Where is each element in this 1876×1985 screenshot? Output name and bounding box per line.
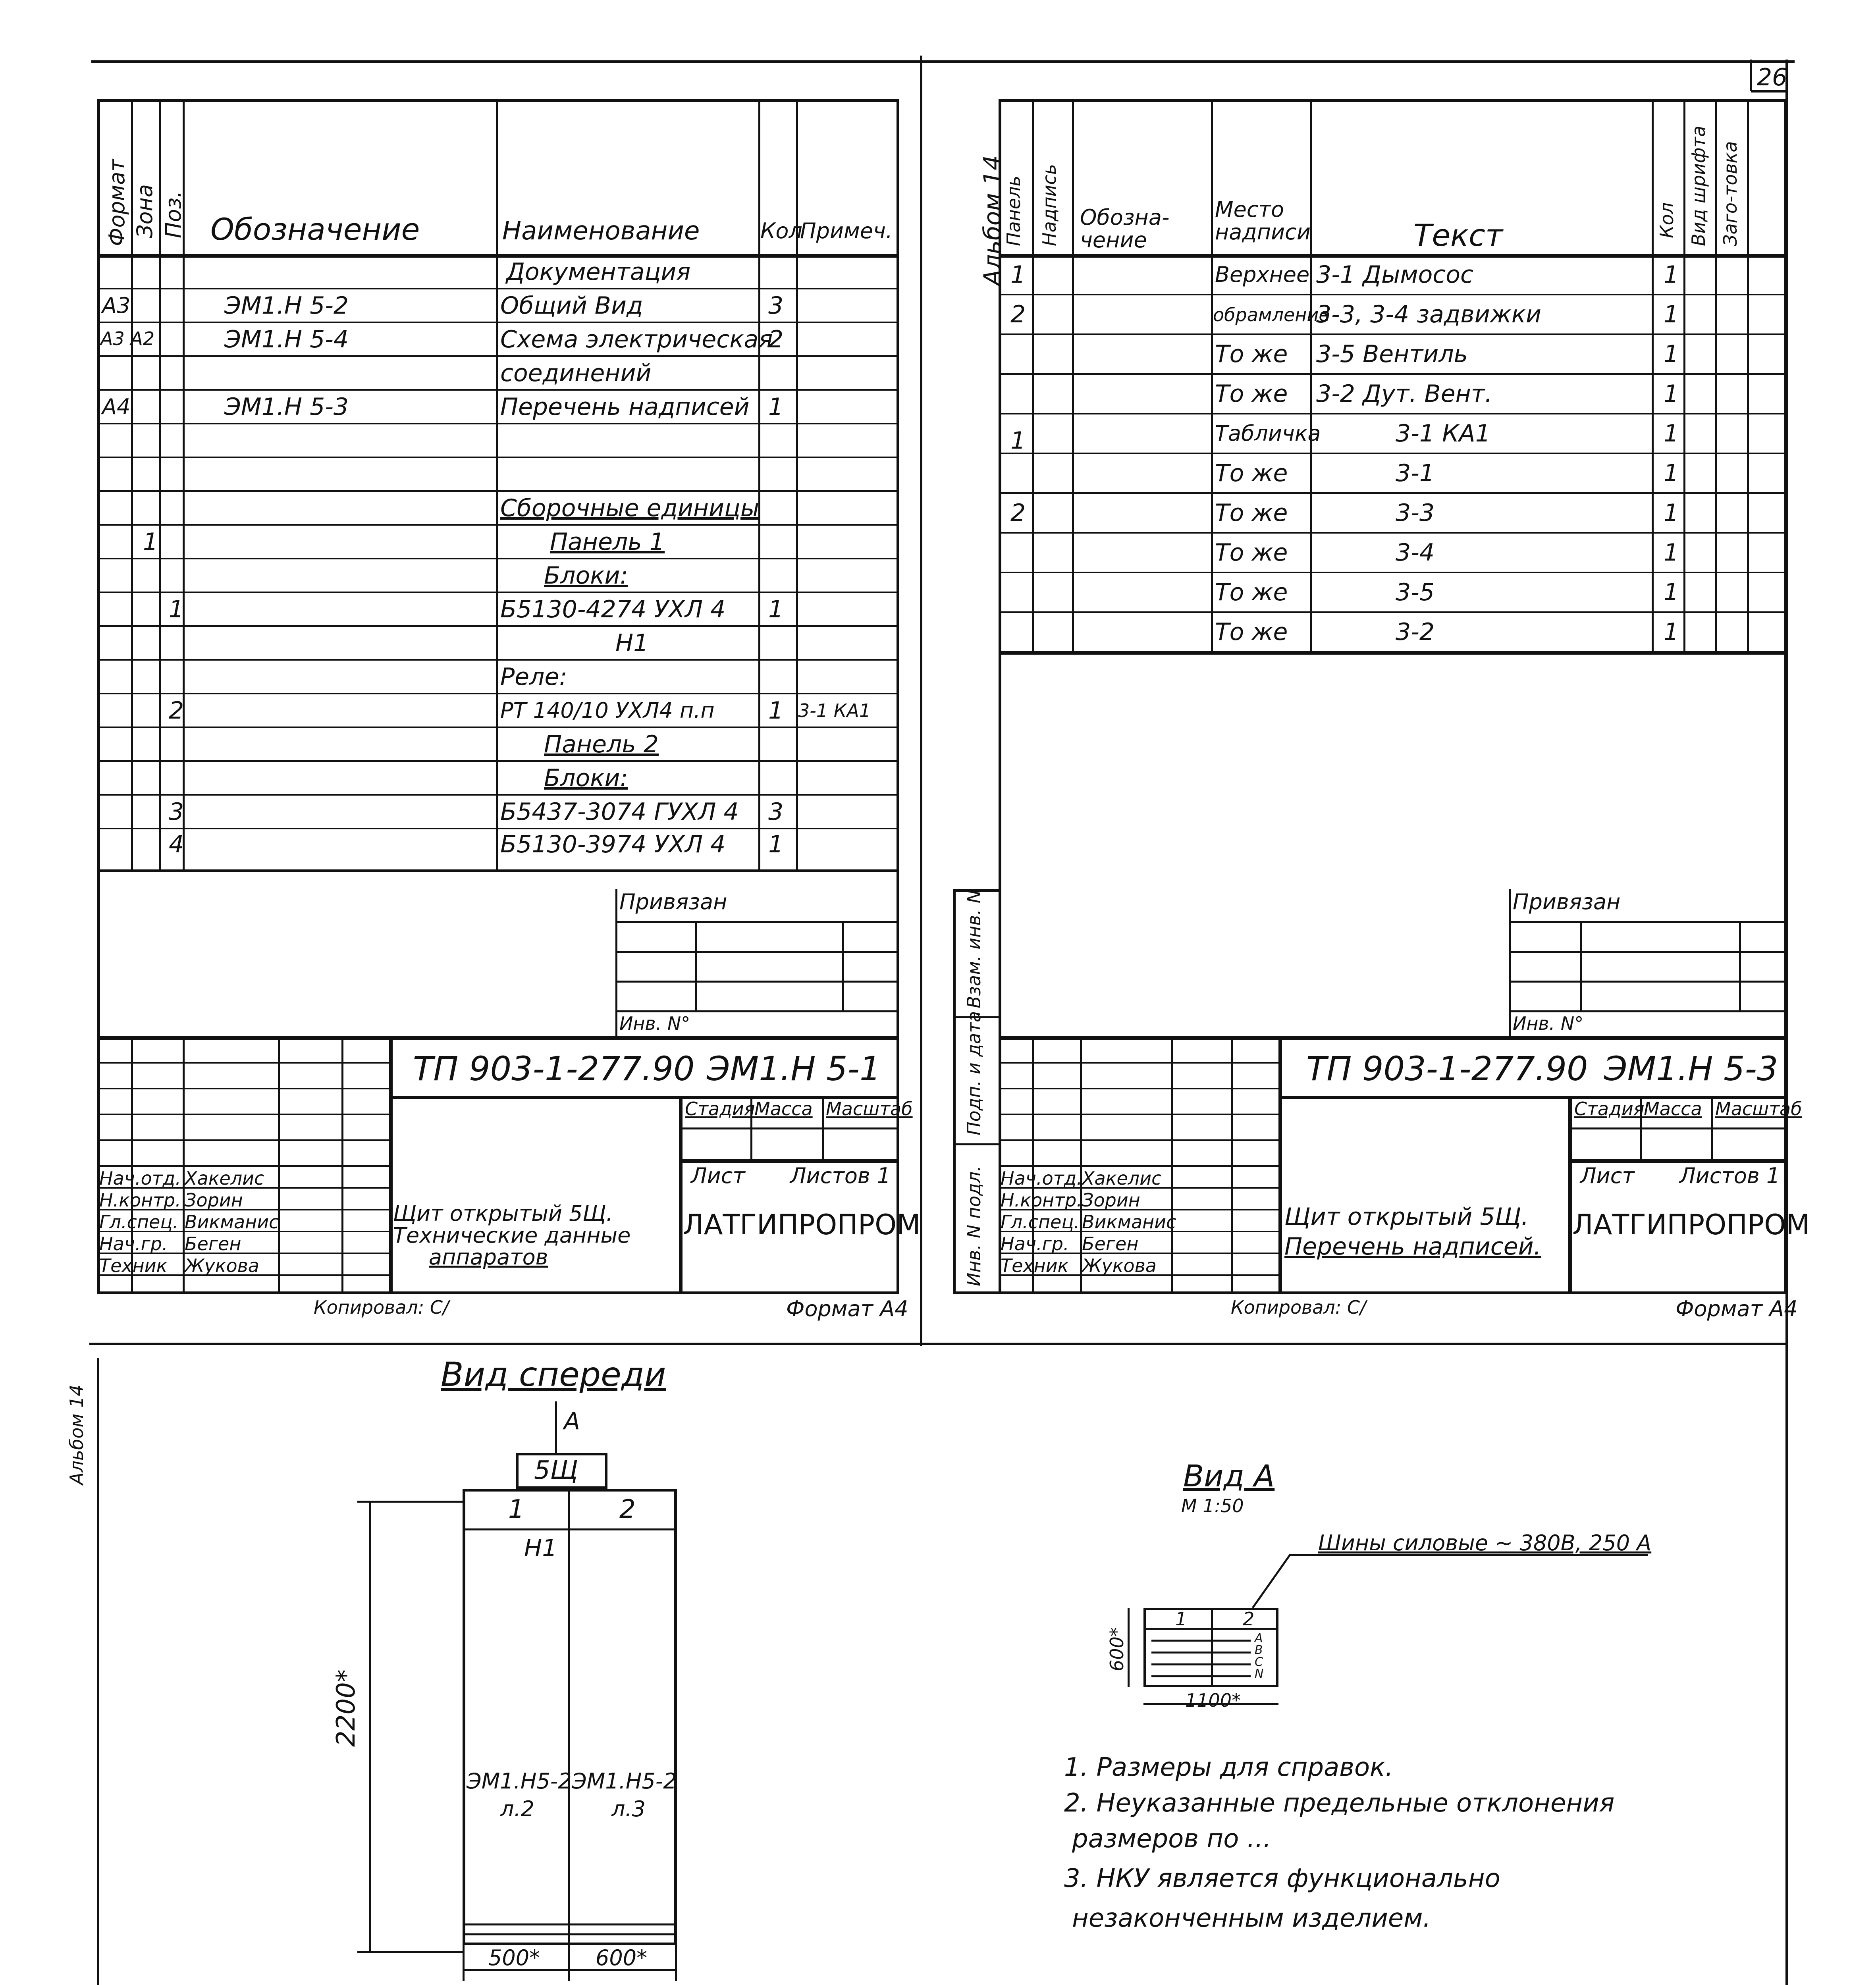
- view-a-cell-1: 1: [1175, 1608, 1187, 1630]
- cell-name: Б5130-3974 УХЛ 4: [500, 831, 726, 858]
- person: Жукова: [185, 1255, 259, 1276]
- sheet-label: Лист: [1580, 1163, 1635, 1188]
- cell-text: 3-3: [1396, 499, 1434, 527]
- cell-qty: 3: [768, 292, 784, 320]
- panel-1-label: 1: [508, 1495, 524, 1524]
- person: Хакелис: [1082, 1168, 1162, 1189]
- panel-2-ref: ЭМ1.Н5-2: [572, 1769, 677, 1794]
- view-arrow-label: А: [564, 1407, 580, 1435]
- phase-b: В: [1255, 1643, 1263, 1657]
- title-line-1: Щит открытый 5Щ.: [1284, 1203, 1529, 1231]
- project-code: ТП 903-1-277.90: [413, 1049, 695, 1088]
- cell-pos: 2: [169, 697, 184, 725]
- hdr-blank: Заго-товка: [1720, 141, 1741, 246]
- height-dim: 2200*: [332, 1669, 361, 1747]
- page-number: 26: [1757, 64, 1787, 91]
- inv-label: Инв. N°: [1513, 1013, 1584, 1034]
- title-line-2: Технические данные: [393, 1223, 631, 1248]
- view-a-cell-2: 2: [1243, 1608, 1255, 1630]
- cell-name: Реле:: [500, 663, 567, 691]
- note-line: размеров по ...: [1072, 1824, 1271, 1854]
- hdr-name: Наименование: [502, 216, 700, 246]
- cell-text: 3-2: [1396, 618, 1434, 646]
- hdr-type: Вид шрифта: [1688, 125, 1709, 246]
- cell-name: Панель 1: [550, 528, 665, 556]
- cell-name: Сборочные единицы: [500, 494, 760, 522]
- person: Беген: [1082, 1233, 1139, 1255]
- cell-pos: 3: [169, 798, 184, 826]
- privyazan-label: Привязан: [619, 889, 727, 914]
- format-label: Формат А4: [786, 1296, 908, 1321]
- person: Викманис: [1082, 1211, 1176, 1233]
- sheets-label: Листов 1: [790, 1163, 891, 1188]
- cell-name: Н1: [615, 629, 649, 657]
- cell-place: То же: [1215, 340, 1288, 368]
- cell-panel: 1: [1010, 261, 1026, 289]
- cell-place: То же: [1215, 499, 1288, 527]
- title-line-3: аппаратов: [429, 1245, 548, 1270]
- hdr-zone: Зона: [132, 184, 157, 238]
- cell-name: Панель 2: [544, 730, 659, 758]
- cell-place: То же: [1215, 578, 1288, 606]
- role: Техник: [99, 1255, 168, 1276]
- org-name: ЛАТГИПРОПРОМ: [683, 1208, 921, 1241]
- hdr-text: Текст: [1413, 218, 1503, 253]
- cell-name: Б5130-4274 УХЛ 4: [500, 596, 726, 623]
- role: Нач.отд.: [99, 1168, 181, 1189]
- role: Нач.гр.: [1001, 1233, 1069, 1255]
- cell-panel: 2: [1010, 301, 1026, 328]
- front-view-title: Вид спереди: [441, 1355, 666, 1394]
- cell-note: 3-1 КА1: [798, 700, 871, 721]
- hdr-qty: Кол: [760, 218, 802, 243]
- person: Хакелис: [185, 1168, 264, 1189]
- cell-qty: 1: [1664, 578, 1679, 606]
- scale-label: Масштаб: [826, 1098, 913, 1120]
- role: Нач.гр.: [99, 1233, 168, 1255]
- person: Викманис: [185, 1211, 279, 1233]
- cell-qty: 1: [1664, 420, 1679, 447]
- role: Гл.спец.: [1001, 1211, 1080, 1233]
- cell-name: Общий Вид: [500, 292, 643, 320]
- cell-name: Б5437-3074 ГУХЛ 4: [500, 798, 739, 826]
- cell-qty: 1: [768, 596, 784, 623]
- cell-qty: 1: [1664, 499, 1679, 527]
- view-a-title: Вид А: [1183, 1458, 1275, 1494]
- cell-qty: 1: [1664, 380, 1679, 408]
- cell-name: РТ 140/10 УХЛ4 п.п: [500, 698, 715, 723]
- cell-designation: ЭМ1.Н 5-2: [224, 292, 349, 320]
- note-line: 1. Размеры для справок.: [1064, 1753, 1394, 1782]
- inv-label: Инв. N°: [619, 1013, 690, 1034]
- copied-by: Копировал: С/: [314, 1297, 449, 1318]
- cell-name: соединений: [500, 359, 652, 387]
- cell-format: А4: [102, 394, 131, 419]
- format-label: Формат А4: [1675, 1296, 1798, 1321]
- cell-place: То же: [1215, 380, 1288, 408]
- cell-qty: 1: [768, 393, 784, 421]
- view-a-height: 600*: [1106, 1627, 1128, 1671]
- panel-2-sheet: л.3: [611, 1796, 646, 1821]
- phase-n: N: [1255, 1667, 1264, 1681]
- note-line: 3. НКУ является функционально: [1064, 1864, 1500, 1893]
- cell-place: Табличка: [1215, 421, 1321, 446]
- org-name: ЛАТГИПРОПРОМ: [1572, 1208, 1810, 1241]
- hdr-pos: Поз.: [161, 191, 186, 238]
- project-code: ТП 903-1-277.90: [1306, 1049, 1588, 1088]
- cell-place: То же: [1215, 618, 1288, 646]
- hdr-place: Место надписи: [1215, 197, 1311, 245]
- cell-qty: 1: [1664, 301, 1679, 328]
- panel-2-label: 2: [619, 1495, 636, 1524]
- role: Гл.спец.: [99, 1211, 179, 1233]
- cell-qty: 1: [1664, 261, 1679, 289]
- person: Беген: [185, 1233, 241, 1255]
- album-side-label: Альбом 14: [66, 1384, 87, 1485]
- cell-format: А3: [102, 293, 131, 318]
- cell-pos: 1: [169, 596, 184, 623]
- hdr-format: Формат: [104, 159, 129, 246]
- cell-text: 3-5: [1396, 578, 1434, 606]
- privyazan-label: Привязан: [1513, 889, 1621, 914]
- cell-qty: 3: [768, 798, 784, 826]
- cell-designation: ЭМ1.Н 5-3: [224, 393, 349, 421]
- cell-zone: 1: [143, 528, 158, 556]
- scale-label: Масштаб: [1715, 1098, 1802, 1120]
- cell-qty: 1: [768, 697, 784, 725]
- cell-place: обрамление: [1213, 304, 1330, 326]
- cell-panel: 2: [1010, 499, 1026, 527]
- hdr-designation: Обозна-чение: [1080, 205, 1170, 252]
- cell-qty: 1: [1664, 459, 1679, 487]
- hdr-panel: Панель: [1003, 175, 1024, 246]
- phase-a: А: [1255, 1631, 1263, 1645]
- cabinet-label: 5Щ: [534, 1456, 578, 1485]
- mass-label: Масса: [1644, 1098, 1702, 1120]
- role: Нач.отд.: [1001, 1168, 1082, 1189]
- note-line: 2. Неуказанные предельные отклонения: [1064, 1788, 1615, 1818]
- cell-designation: ЭМ1.Н 5-4: [224, 326, 349, 353]
- cell-pos: 4: [169, 831, 184, 858]
- cell-text: 3-4: [1396, 539, 1434, 567]
- cell-name: Схема электрическая: [500, 326, 773, 353]
- cell-text: 3-1 Дымосос: [1316, 261, 1473, 289]
- hdr-board: Надпись: [1039, 164, 1060, 246]
- panel-1-ref: ЭМ1.Н5-2: [467, 1769, 572, 1794]
- width-2-dim: 600*: [596, 1945, 648, 1970]
- hdr-designation: Обозначение: [210, 212, 420, 247]
- mass-label: Масса: [754, 1098, 813, 1120]
- cell-name: Блоки:: [544, 562, 628, 590]
- sheets-label: Листов 1: [1679, 1163, 1780, 1188]
- cell-qty: 1: [1664, 618, 1679, 646]
- cell-name: Документация: [506, 258, 691, 286]
- side-stamp-sign: Подп. и дата: [963, 1011, 985, 1135]
- stage-label: Стадия: [685, 1098, 755, 1120]
- cell-text: 3-5 Вентиль: [1316, 340, 1468, 368]
- cell-panel: 1: [1010, 427, 1026, 455]
- cell-qty: 2: [768, 326, 784, 353]
- cell-text: 3-3, 3-4 задвижки: [1316, 301, 1542, 328]
- cell-place: То же: [1215, 539, 1288, 567]
- sheet-label: Лист: [691, 1163, 745, 1188]
- stage-label: Стадия: [1574, 1098, 1645, 1120]
- role: Техник: [1001, 1255, 1069, 1276]
- doc-code: ЭМ1.Н 5-3: [1604, 1049, 1778, 1088]
- width-1-dim: 500*: [488, 1945, 540, 1970]
- person: Зорин: [185, 1189, 243, 1211]
- cell-qty: 1: [768, 831, 784, 858]
- doc-code: ЭМ1.Н 5-1: [707, 1049, 881, 1088]
- hdr-note: Примеч.: [800, 218, 893, 243]
- role: Н.контр.: [1001, 1189, 1082, 1211]
- album-label: Альбом 14: [979, 155, 1006, 286]
- busbar-note: Шины силовые ~ 380В, 250 А: [1318, 1530, 1652, 1555]
- title-line-1: Щит открытый 5Щ.: [393, 1201, 613, 1226]
- role: Н.контр.: [99, 1189, 181, 1211]
- cell-place: Верхнее: [1215, 262, 1310, 287]
- h1-label: Н1: [524, 1534, 557, 1562]
- title-line-2: Перечень надписей.: [1284, 1233, 1541, 1260]
- view-a-scale: М 1:50: [1181, 1495, 1244, 1517]
- cell-name: Перечень надписей: [500, 393, 750, 421]
- hdr-qty: Кол: [1656, 202, 1677, 238]
- side-stamp-replace: Взам. инв. N: [963, 890, 985, 1008]
- cell-text: 3-1 КА1: [1396, 420, 1490, 447]
- side-stamp-inv: Инв. N подл.: [963, 1166, 985, 1286]
- person: Зорин: [1082, 1189, 1140, 1211]
- cell-format: А3 А2: [100, 328, 155, 349]
- cell-text: 3-2 Дут. Вент.: [1316, 380, 1492, 408]
- person: Жукова: [1082, 1255, 1157, 1276]
- cell-place: То же: [1215, 459, 1288, 487]
- cell-qty: 1: [1664, 539, 1679, 567]
- note-line: незаконченным изделием.: [1072, 1904, 1431, 1933]
- cell-qty: 1: [1664, 340, 1679, 368]
- view-a-width: 1100*: [1185, 1690, 1241, 1711]
- cell-name: Блоки:: [544, 764, 628, 792]
- phase-c: С: [1255, 1655, 1263, 1669]
- cell-text: 3-1: [1396, 459, 1434, 487]
- copied-by: Копировал: С/: [1231, 1297, 1366, 1318]
- panel-1-sheet: л.2: [500, 1796, 535, 1821]
